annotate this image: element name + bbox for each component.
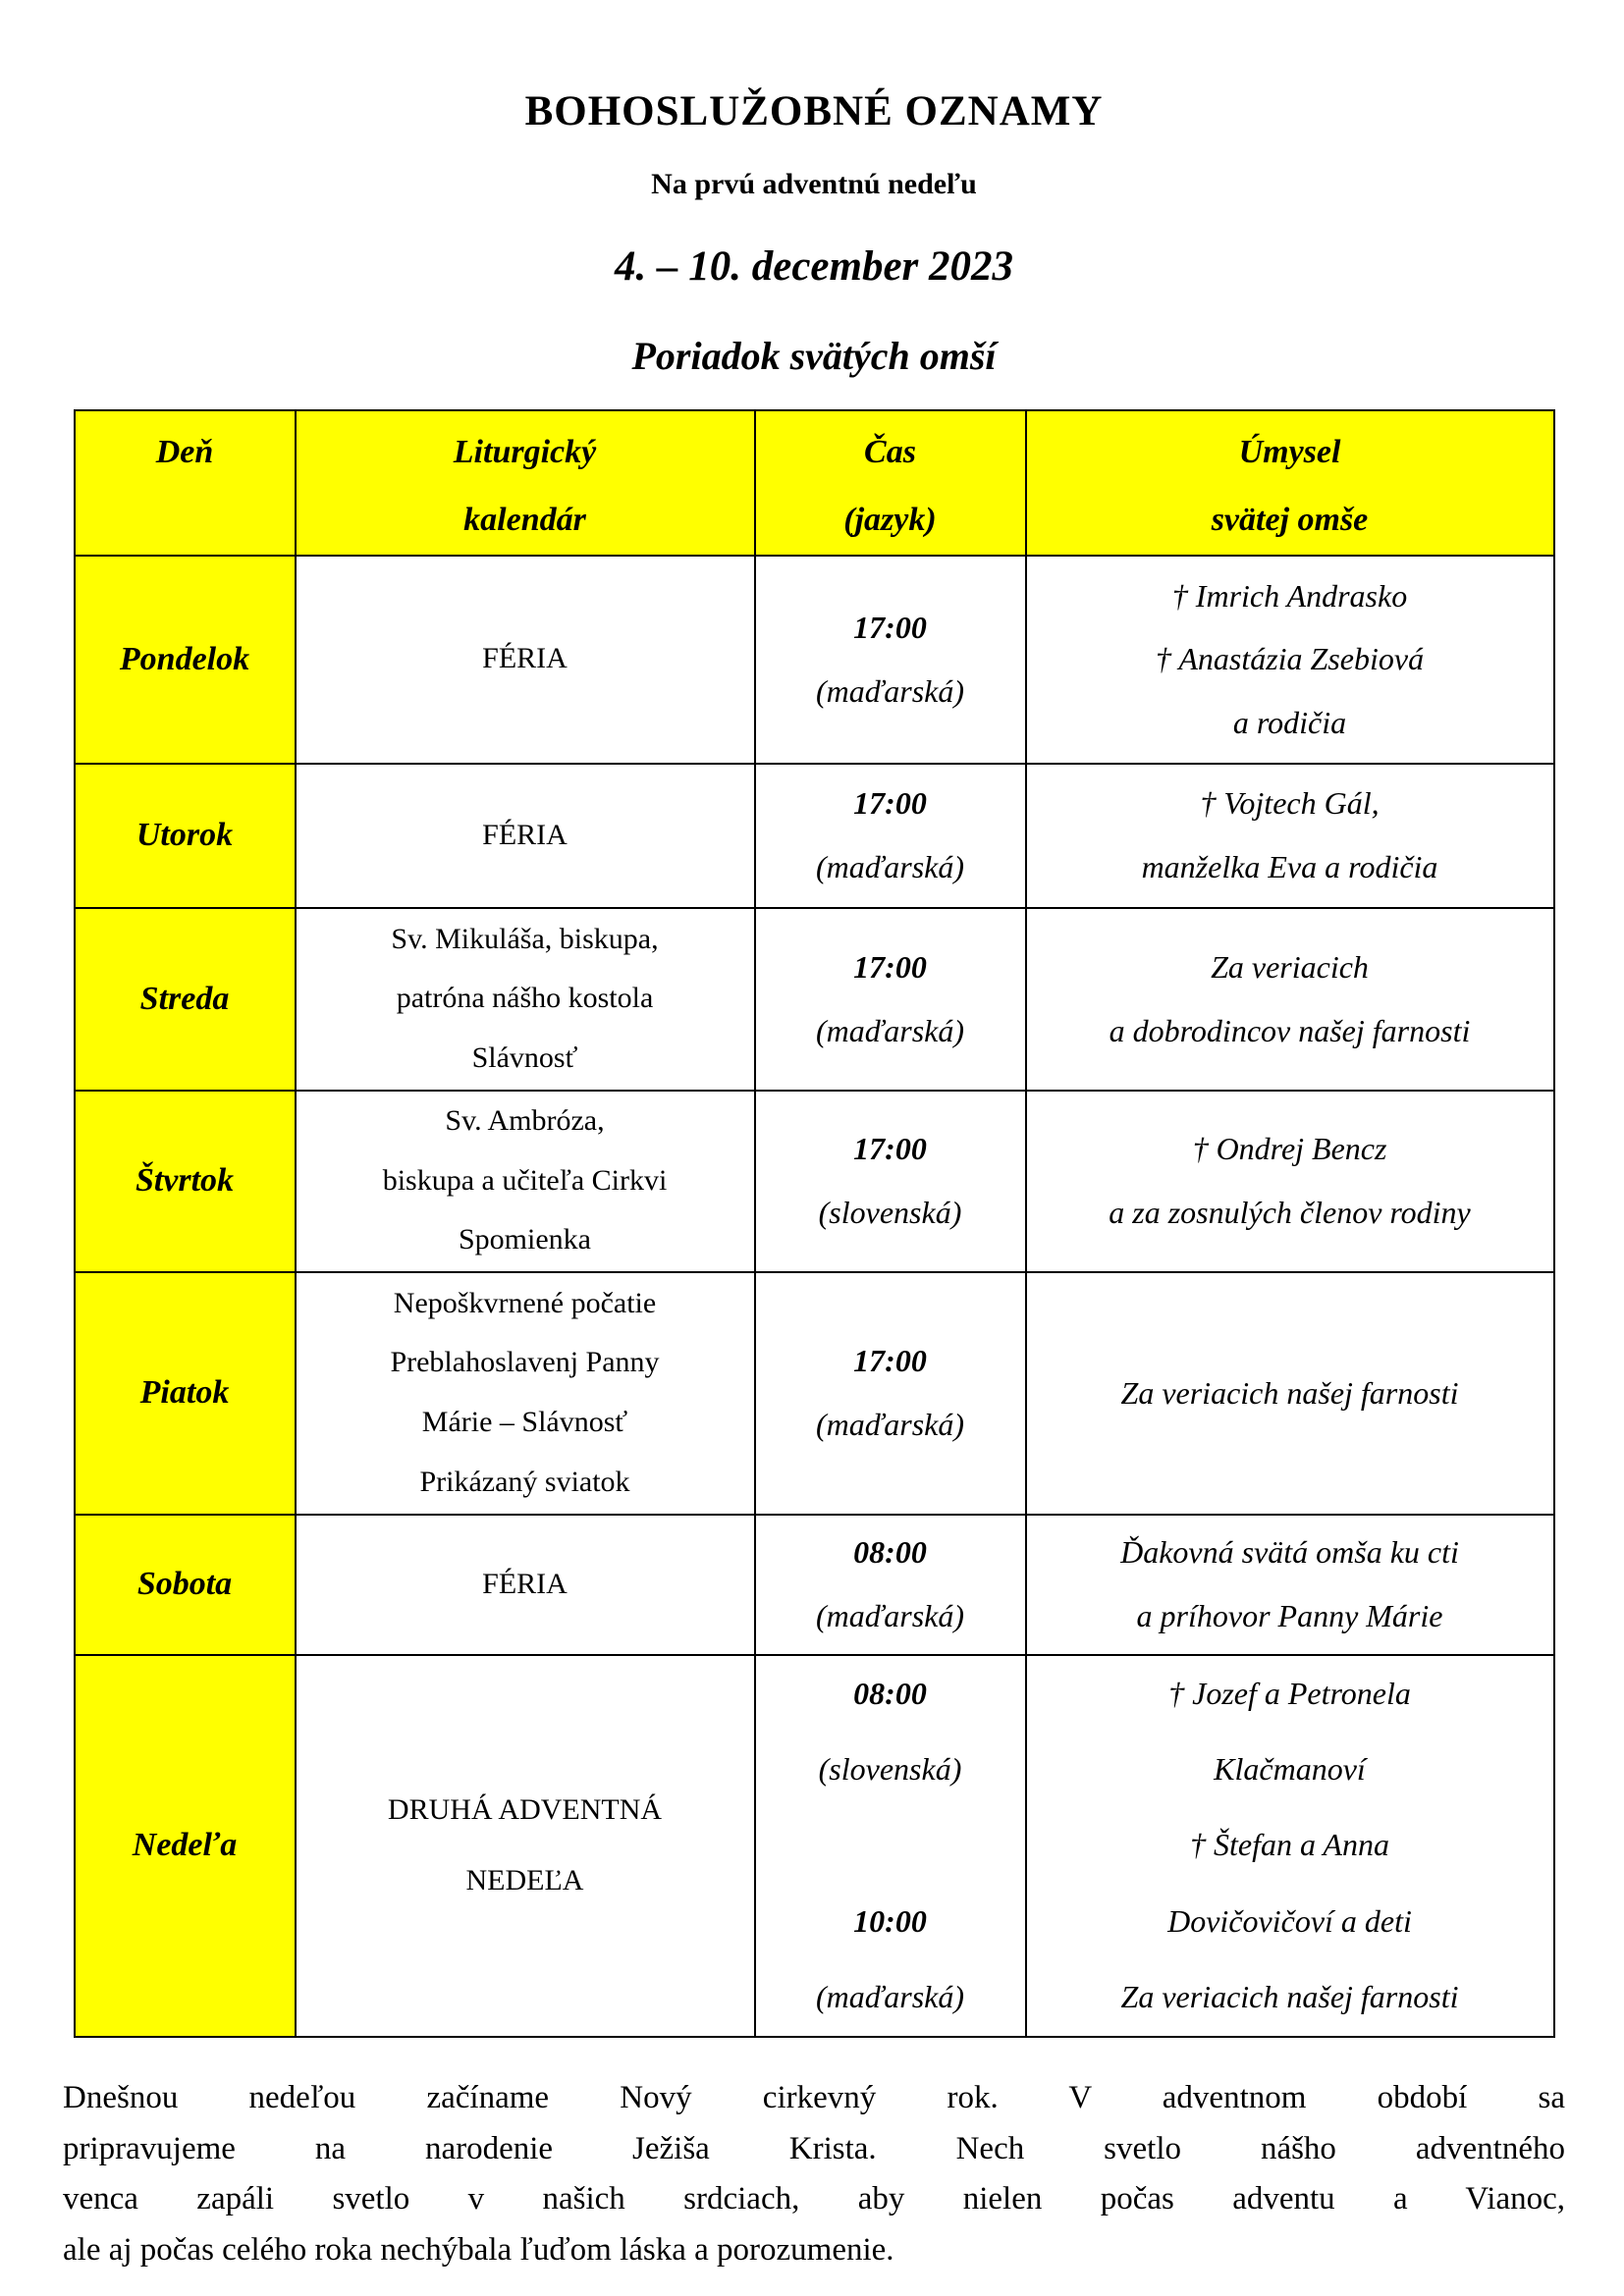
table-header-row	[75, 410, 1554, 555]
cell-text-line: 17:00	[853, 1131, 927, 1167]
cell-text-line: (maďarská)	[816, 1012, 964, 1048]
header-label-line: (jazyk)	[843, 501, 937, 538]
cell-text-line: Sv. Mikuláša, biskupa,	[391, 922, 659, 955]
cell-text-line: † Jozef a Petronela	[1168, 1675, 1411, 1711]
header-cell-mass-intention	[1026, 410, 1554, 555]
cell-text-line: (maďarská)	[816, 849, 964, 885]
cell-text-line: a príhovor Panny Márie	[1136, 1598, 1443, 1634]
cell-text-line: a za zosnulých členov rodiny	[1109, 1195, 1471, 1231]
schedule-table-row	[75, 1272, 1554, 1515]
schedule-table-row	[75, 556, 1554, 764]
schedule-table-row	[75, 908, 1554, 1091]
cell-text-line: (maďarská)	[816, 1598, 964, 1634]
header-cell-time-language	[755, 410, 1026, 555]
liturgical-calendar-cell	[296, 764, 755, 908]
day-cell: Sobota	[75, 1515, 296, 1655]
cell-text-line: 17:00	[853, 948, 927, 985]
cell-text-line: Za veriacich	[1211, 948, 1369, 985]
liturgical-calendar-cell	[296, 1515, 755, 1655]
schedule-table-row	[75, 1655, 1554, 2037]
cell-text-line: 10:00	[853, 1902, 927, 1939]
mass-intention-cell	[1026, 1272, 1554, 1515]
time-language-cell	[755, 1655, 1026, 2037]
header-cell-liturgical-calendar	[296, 410, 755, 555]
cell-text-line: 17:00	[853, 609, 927, 645]
liturgical-calendar-cell	[296, 1655, 755, 2037]
liturgical-calendar-cell	[296, 1272, 755, 1515]
mass-intention-cell	[1026, 556, 1554, 764]
cell-text-line: 17:00	[853, 785, 927, 822]
announcement-paragraph	[63, 2073, 1565, 2276]
time-language-cell	[755, 764, 1026, 908]
announcement-line: ale aj počas celého roka nechýbala ľuďom láska a porozumenie.	[63, 2232, 894, 2269]
time-language-cell	[755, 556, 1026, 764]
time-language-cell	[755, 1515, 1026, 1655]
time-language-cell	[755, 908, 1026, 1091]
cell-text-line: Ďakovná svätá omša ku cti	[1120, 1534, 1459, 1571]
date-range: 4. – 10. december 2023	[614, 242, 1014, 290]
cell-text-line: Márie – Slávnosť	[421, 1406, 628, 1439]
cell-text-line: biskupa a učiteľa Cirkvi	[382, 1163, 668, 1197]
schedule-table-row	[75, 1091, 1554, 1272]
cell-text-line: Za veriacich našej farnosti	[1120, 1979, 1459, 2015]
cell-text-line: † Ondrej Bencz	[1192, 1131, 1387, 1167]
header-label-line: Deň	[155, 434, 214, 471]
cell-text-line: DRUHÁ ADVENTNÁ	[387, 1792, 663, 1826]
cell-text-line: Za veriacich našej farnosti	[1120, 1374, 1459, 1411]
cell-text-line: Klačmanoví	[1214, 1750, 1366, 1787]
cell-text-line: Preblahoslavenj Panny	[390, 1346, 660, 1379]
announcement-line: pripravujeme na narodenie Ježiša Krista. Nech svetlo nášho adventného	[63, 2130, 1565, 2166]
cell-text-line: a dobrodincov našej farnosti	[1109, 1012, 1471, 1048]
header-cell-day	[75, 410, 296, 555]
page-subtitle: Na prvú adventnú nedeľu	[651, 167, 977, 200]
cell-text-line: Spomienka	[459, 1223, 591, 1256]
day-cell: Streda	[75, 908, 296, 1091]
mass-intention-cell	[1026, 1515, 1554, 1655]
schedule-table-row	[75, 1515, 1554, 1655]
cell-text-line: (maďarská)	[816, 1979, 964, 2015]
cell-text-line: † Imrich Andrasko	[1171, 577, 1408, 614]
day-cell: Štvrtok	[75, 1091, 296, 1272]
cell-text-line: (slovenská)	[818, 1195, 962, 1231]
cell-text-line: (slovenská)	[818, 1750, 962, 1787]
cell-text-line: 17:00	[853, 1343, 927, 1379]
mass-intention-cell	[1026, 1091, 1554, 1272]
header-label-line: Liturgický	[453, 434, 597, 471]
liturgical-calendar-cell	[296, 908, 755, 1091]
cell-text-line: manželka Eva a rodičia	[1141, 849, 1438, 885]
header-label-line: kalendár	[463, 501, 586, 538]
cell-text-line: NEDEĽA	[465, 1864, 584, 1897]
schedule-title: Poriadok svätých omší	[631, 334, 997, 379]
mass-intention-cell	[1026, 1655, 1554, 2037]
time-language-cell	[755, 1091, 1026, 1272]
cell-text-line: Nepoškvrnené počatie	[393, 1286, 657, 1319]
cell-text-line: † Vojtech Gál,	[1200, 785, 1380, 822]
cell-text-line: (maďarská)	[816, 672, 964, 709]
day-cell: Nedeľa	[75, 1655, 296, 2037]
cell-text-line: Slávnosť	[471, 1041, 578, 1074]
cell-text-line	[762, 1807, 1019, 1883]
mass-schedule-table	[74, 409, 1555, 2038]
cell-text-line: † Štefan a Anna	[1190, 1827, 1389, 1863]
mass-table-body	[75, 556, 1554, 2037]
liturgical-calendar-cell	[296, 1091, 755, 1272]
day-cell: Utorok	[75, 764, 296, 908]
cell-text-line: (maďarská)	[816, 1407, 964, 1443]
table-header	[75, 410, 1554, 555]
day-cell: Piatok	[75, 1272, 296, 1515]
cell-text-line: 08:00	[853, 1534, 927, 1571]
mass-intention-cell	[1026, 764, 1554, 908]
schedule-table-row	[75, 764, 1554, 908]
cell-text-line: Prikázaný sviatok	[419, 1465, 630, 1498]
cell-text-line: patróna nášho kostola	[396, 982, 654, 1015]
cell-text-line: Dovičovičoví a deti	[1167, 1902, 1412, 1939]
time-language-cell	[755, 1272, 1026, 1515]
mass-intention-cell	[1026, 908, 1554, 1091]
announcement-line: Dnešnou nedeľou začíname Nový cirkevný rok. V adventnom období sa	[63, 2079, 1565, 2115]
header-label-line: Úmysel	[1238, 434, 1341, 471]
cell-text-line: FÉRIA	[482, 818, 568, 851]
page-title: BOHOSLUŽOBNÉ OZNAMY	[524, 88, 1104, 134]
header-label-line: Čas	[864, 434, 916, 471]
day-cell: Pondelok	[75, 556, 296, 764]
cell-text-line: FÉRIA	[482, 1567, 568, 1600]
cell-text-line: 08:00	[853, 1675, 927, 1711]
liturgical-calendar-cell	[296, 556, 755, 764]
header-label-line: svätej omše	[1211, 501, 1369, 538]
cell-text-line: FÉRIA	[482, 642, 568, 675]
cell-text-line: Sv. Ambróza,	[445, 1104, 605, 1138]
cell-text-line: a rodičia	[1232, 704, 1347, 740]
announcement-line: venca zapáli svetlo v našich srdciach, aby nielen počas adventu a Vianoc,	[63, 2181, 1565, 2217]
cell-text-line: † Anastázia Zsebiová	[1155, 641, 1425, 677]
